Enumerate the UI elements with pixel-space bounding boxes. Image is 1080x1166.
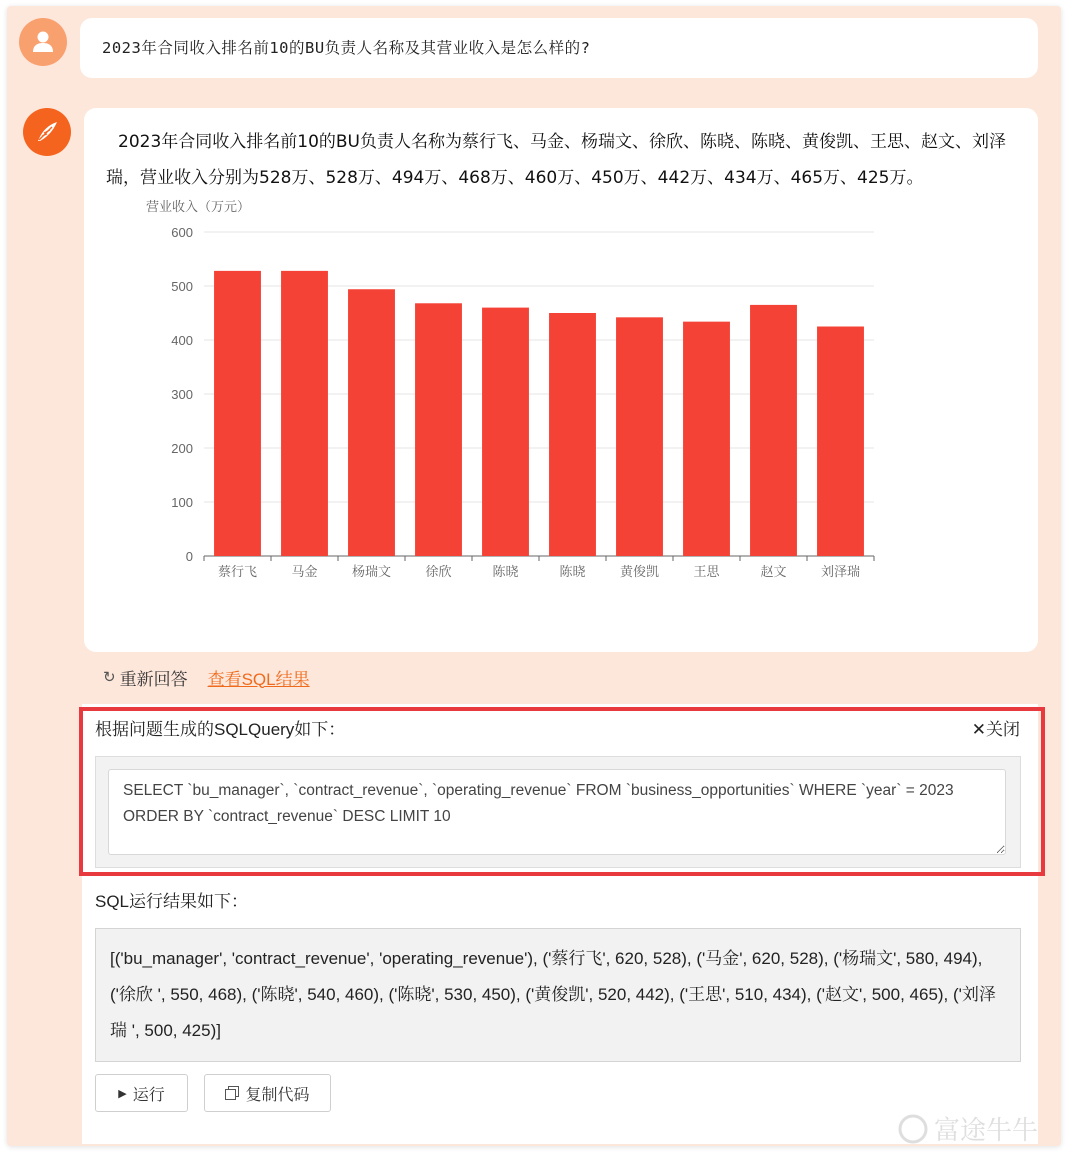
y-tick-label: 200: [171, 441, 193, 456]
sql-result-title: SQL运行结果如下：: [95, 892, 249, 911]
x-tick-label: 黄俊凯: [619, 565, 660, 580]
sql-query-title: 根据问题生成的SQLQuery如下：: [95, 720, 346, 739]
view-sql-link[interactable]: 查看SQL结果: [207, 669, 310, 689]
run-label: 运行: [132, 1086, 165, 1104]
x-tick-label: 马金: [291, 565, 318, 580]
bar: [214, 271, 261, 556]
close-button[interactable]: [972, 715, 1020, 740]
regenerate-label: 重新回答: [119, 669, 188, 689]
refresh-icon: ↻: [103, 669, 116, 686]
copy-icon: [225, 1086, 239, 1100]
bar: [482, 308, 529, 556]
sql-panel: [82, 704, 1038, 1144]
x-tick-label: 陈晓: [492, 565, 519, 580]
watermark: [898, 1110, 1038, 1147]
play-icon: ▶: [118, 1087, 127, 1100]
answer-actions: [103, 665, 310, 689]
y-axis-label: 营业收入（万元）: [146, 200, 251, 215]
x-tick-label: 蔡行飞: [217, 565, 258, 580]
close-icon: ✕: [971, 720, 986, 739]
question-text: 2023年合同收入排名前10的BU负责人名称及其营业收入是怎么样的?: [102, 39, 591, 57]
user-icon: [30, 29, 56, 55]
watermark-logo-icon: [898, 1114, 928, 1144]
bar: [817, 327, 864, 557]
copy-code-label: 复制代码: [245, 1086, 310, 1104]
bar: [281, 271, 328, 556]
answer-card: [84, 108, 1038, 652]
y-tick-label: 300: [171, 387, 193, 402]
bar: [616, 317, 663, 556]
bar: [549, 313, 596, 556]
run-button[interactable]: [95, 1074, 188, 1112]
bar: [683, 322, 730, 556]
user-avatar: [19, 18, 67, 66]
revenue-bar-chart: [84, 108, 1038, 652]
sql-query-textarea[interactable]: [108, 769, 1006, 855]
x-tick-label: 徐欣: [425, 565, 452, 580]
x-tick-label: 陈晓: [559, 565, 586, 580]
y-tick-label: 100: [171, 495, 193, 510]
bar: [750, 305, 797, 556]
y-tick-label: 500: [171, 279, 193, 294]
x-tick-label: 赵文: [760, 565, 787, 580]
x-tick-label: 王思: [693, 565, 720, 580]
answer-text: 2023年合同收入排名前10的BU负责人名称为蔡行飞、马金、杨瑞文、徐欣、陈晓、陈晓、黄俊凯、王思、赵文、刘泽瑞，营业收入分别为528万、528万、494万、468万、460万、450万、442万、434万、465万、425万。: [106, 132, 1006, 188]
y-tick-label: 0: [185, 549, 193, 564]
copy-code-button[interactable]: [204, 1074, 331, 1112]
bar: [348, 289, 395, 556]
bot-avatar: [23, 108, 71, 156]
bar: [415, 303, 462, 556]
y-tick-label: 400: [171, 333, 193, 348]
question-card: [80, 18, 1038, 78]
sql-result-box: [('bu_manager', 'contract_revenue', 'operating_revenue'), ('蔡行飞', 620, 528), ('马金', 620, 528), ('杨瑞文', 580, 494), ('徐欣 ', 550, 468), ('陈晓', 540, 460), ('陈晓', 530, 450), ('黄俊凯', 520, 442), ('王思', 510, 434), ('赵文', 500, 465), ('刘泽瑞 ', 500, 425)]: [95, 928, 1021, 1062]
x-tick-label: 刘泽瑞: [820, 565, 861, 580]
y-tick-label: 600: [171, 225, 193, 240]
x-tick-label: 杨瑞文: [351, 565, 392, 580]
close-label: 关闭: [986, 720, 1020, 739]
sql-query-container: [95, 756, 1021, 868]
regenerate-button[interactable]: [103, 665, 188, 690]
watermark-text: 富途牛牛: [934, 1115, 1039, 1145]
feather-logo-icon: [32, 117, 62, 147]
